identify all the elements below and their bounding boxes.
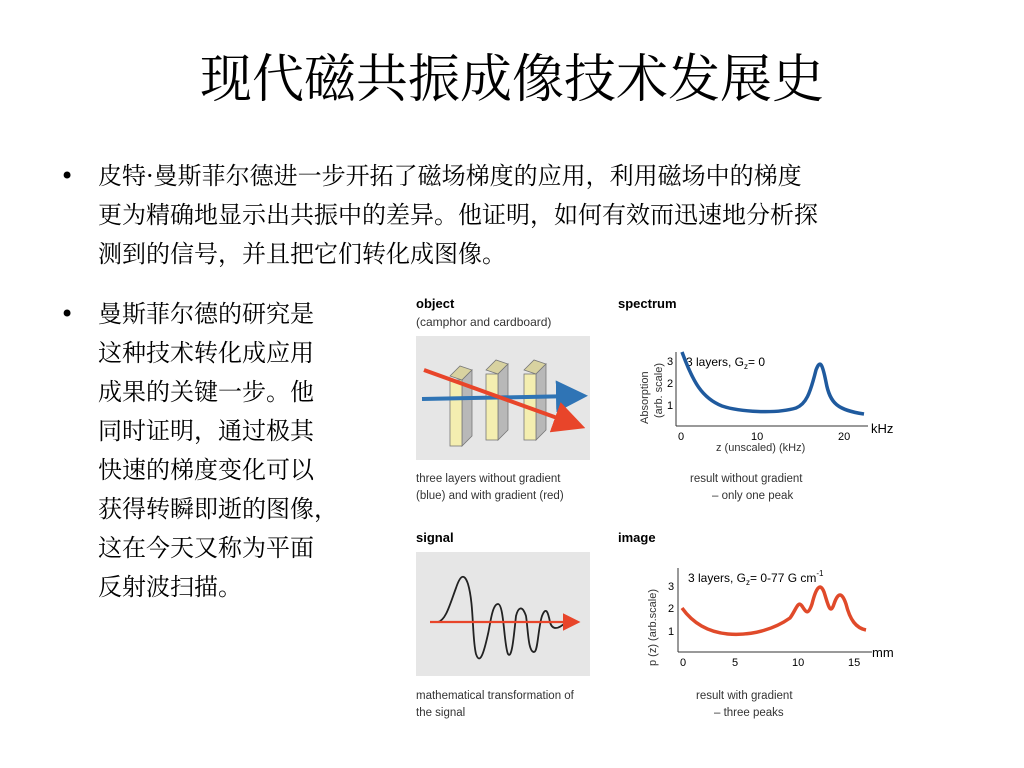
slide-title: 现代磁共振成像技术发展史	[199, 50, 824, 110]
spectrum-x-tick: 0	[678, 431, 685, 443]
bullet-line: 反射波扫描。	[98, 573, 242, 601]
spectrum-panel	[618, 296, 893, 502]
mri-figure	[410, 286, 910, 726]
image-unit: mm	[872, 645, 894, 660]
bullet-line: 测到的信号，并且把它们转化成图像。	[98, 240, 506, 268]
image-curve	[682, 587, 866, 634]
image-caption-line: – three peaks	[714, 707, 784, 719]
signal-panel	[416, 530, 590, 719]
image-caption-line: result with gradient	[696, 690, 793, 702]
image-x-tick: 0	[680, 657, 687, 669]
bullet-line: 获得转瞬即逝的图像，	[98, 495, 338, 523]
object-caption-line: (blue) and with gradient (red)	[416, 490, 564, 502]
image-x-tick: 10	[792, 657, 805, 669]
spectrum-unit: kHz	[871, 421, 894, 436]
image-heading: image	[618, 530, 656, 545]
spectrum-y-tick: 2	[667, 378, 674, 390]
spectrum-x-tick: 20	[838, 431, 851, 443]
image-panel	[618, 530, 894, 719]
image-y-tick: 2	[668, 603, 675, 615]
bullet-marker: •	[60, 300, 75, 328]
bullet-line: 皮特·曼斯菲尔德进一步开拓了磁场梯度的应用，利用磁场中的梯度	[98, 162, 802, 190]
signal-caption-line: the signal	[416, 707, 466, 719]
spectrum-y-tick: 1	[667, 400, 674, 412]
image-annotation: 3 layers, $G_z= 0-77$ G $cm^{-1}$	[688, 569, 824, 587]
spectrum-caption-line: – only one peak	[712, 490, 794, 502]
spectrum-heading: spectrum	[618, 296, 677, 311]
spectrum-caption-line: result without gradient	[690, 473, 803, 485]
spectrum-y-tick: 3	[667, 356, 674, 368]
bullet-line: 曼斯菲尔德的研究是	[98, 300, 314, 328]
bullet-line: 成果的关键一步。他	[98, 378, 314, 406]
bullet-line: 更为精确地显示出共振中的差异。他证明，如何有效而迅速地分析探	[98, 201, 818, 229]
bullet-line: 快速的梯度变化可以	[98, 456, 314, 484]
spectrum-xlabel: z (unscaled) (kHz)	[716, 442, 806, 454]
image-ylabel: p (z) (arb.scale)	[647, 588, 659, 666]
object-subheading: (camphor and cardboard)	[416, 315, 552, 329]
mri-figure-svg	[410, 286, 910, 726]
image-x-tick: 15	[848, 657, 861, 669]
spectrum-x-tick: 10	[751, 431, 764, 443]
bullet-line: 同时证明，通过极其	[98, 417, 314, 445]
spectrum-ylabel-line: Absorption	[639, 371, 651, 424]
image-y-tick: 3	[668, 581, 675, 593]
signal-heading: signal	[416, 530, 454, 545]
object-panel	[416, 296, 590, 502]
bullet-paragraph-2	[60, 295, 398, 607]
spectrum-annotation: 3 layers, $G_z= 0$	[686, 355, 766, 371]
bullet-marker: •	[60, 162, 75, 190]
object-heading: object	[416, 296, 455, 311]
object-caption-line: three layers without gradient	[416, 473, 561, 485]
image-x-tick: 5	[732, 657, 739, 669]
bullet-paragraph-1	[60, 157, 968, 274]
image-y-tick: 1	[668, 626, 675, 638]
bullet-line: 这在今天又称为平面	[98, 534, 314, 562]
bullet-line: 这种技术转化成应用	[98, 339, 314, 367]
signal-caption-line: mathematical transformation of	[416, 690, 574, 702]
spectrum-ylabel-line: (arb. scale)	[653, 362, 665, 418]
